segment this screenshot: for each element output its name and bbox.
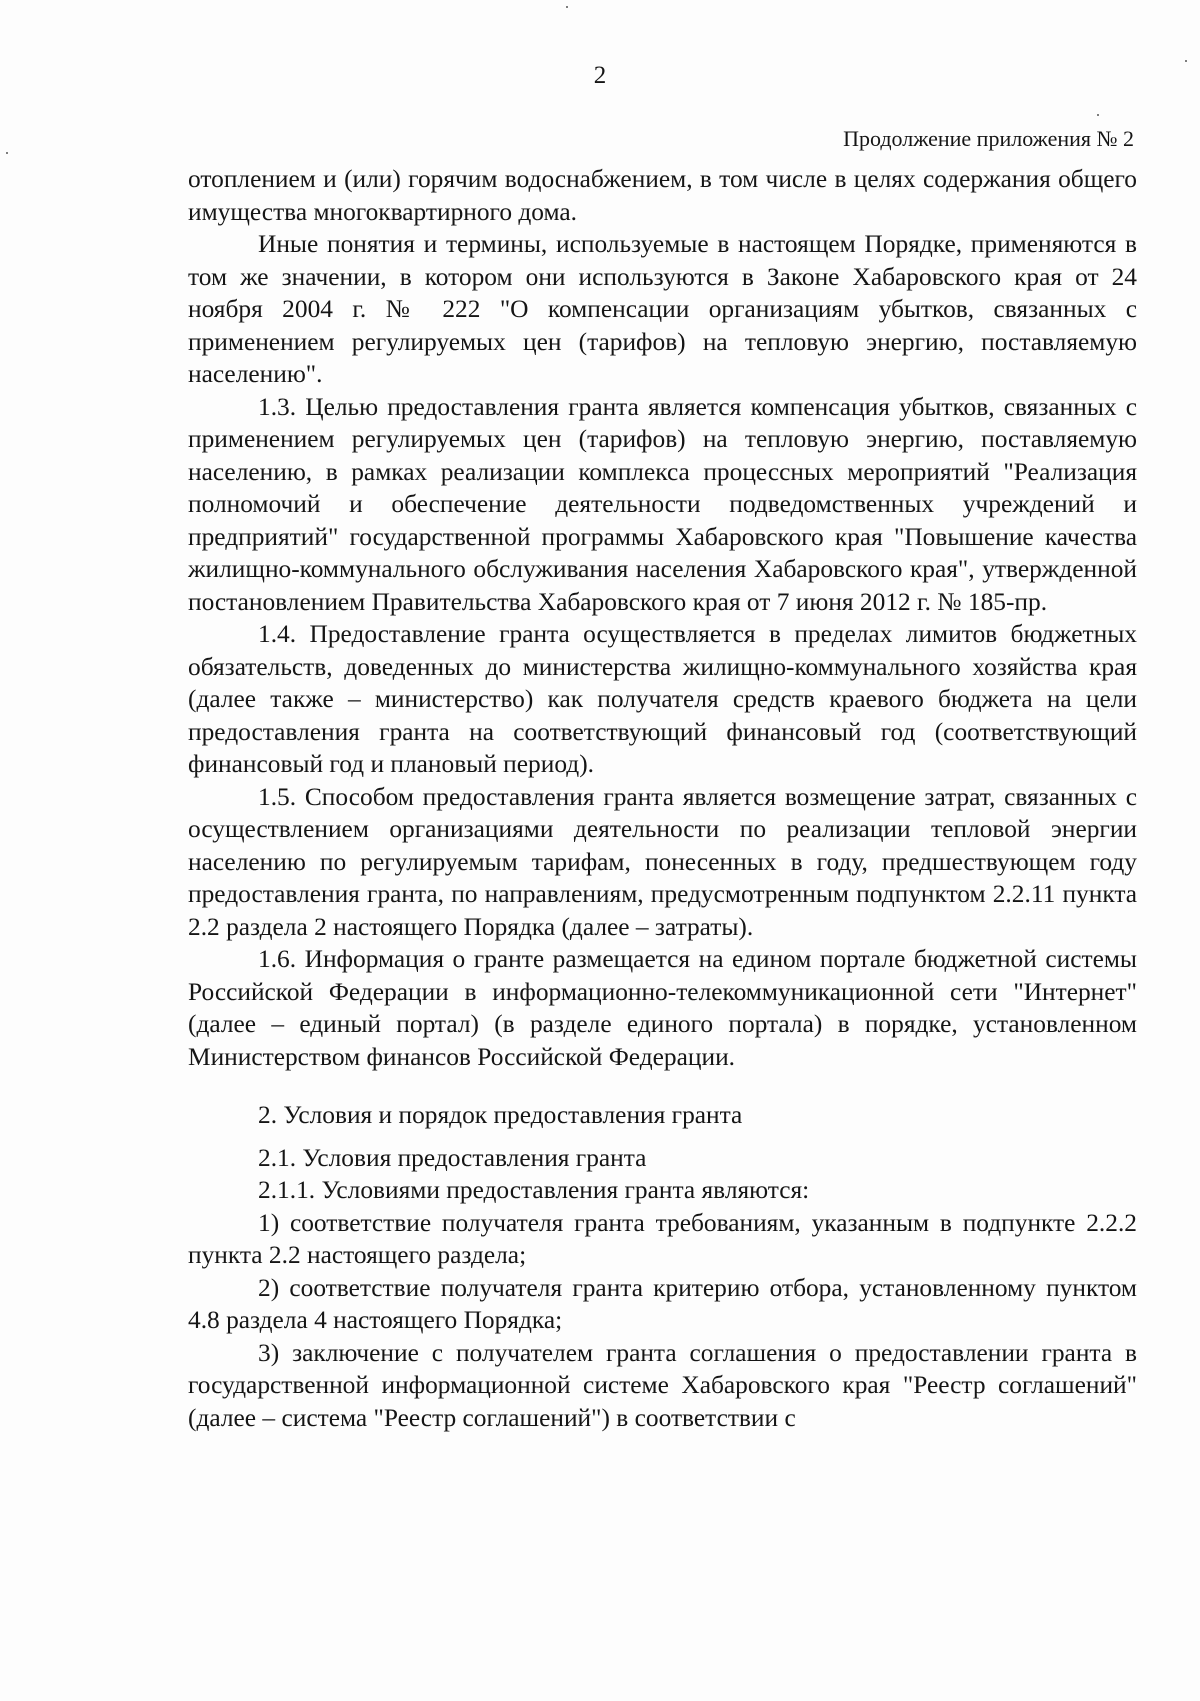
section-2-heading: 2. Условия и порядок предоставления гранта [258,1101,743,1129]
document-body [188,163,1137,1434]
list-item-1: 1) соответствие получателя гранта требованиям, указанным в подпункте 2.2.2 пункта 2.2 настоящего раздела; [188,1208,1137,1269]
scan-speck [566,6,568,8]
paragraph-1-3: 1.3. Целью предоставления гранта является компенсация убытков, связанных с применением регулируемых цен (тарифов) на тепловую энергию, поставляемую населению, в рамках реализации комплекса процессных мероприятий "Реализация полномочий и обеспечение деятельности подведомственных учреждений и предприятий" государственной программы Хабаровского края "Повышение качества жилищно-коммунального обслуживания населения Хабаровского края", утвержденной постановлением Правительства Хабаровского края от 7 июня 2012 г. № 185-пр. [188,392,1137,616]
paragraph-intro: отоплением и (или) горячим водоснабжением, в том числе в целях содержания общего имущества многоквартирного дома. [188,165,1137,226]
paragraph-1-4: 1.4. Предоставление гранта осуществляется в пределах лимитов бюджетных обязательств, доведенных до министерства жилищно-коммунального хозяйства края (далее также – министерство) как получателя средств краевого бюджета на цели предоставления гранта на соответствующий финансовый год (соответствующий финансовый год и плановый период). [188,620,1137,778]
paragraph-terms: Иные понятия и термины, используемые в настоящем Порядке, применяются в том же значении, в котором они используются в Законе Хабаровского края от 24 ноября 2004 г. № 222 "О компенсации организациям убытков, связанных с применением регулируемых цен (тарифов) на тепловую энергию, поставляемую населению". [188,230,1137,388]
paragraph-2-1-1: 2.1.1. Условиями предоставления гранта являются: [258,1176,810,1204]
appendix-continuation-note: Продолжение приложения № 2 [843,126,1134,151]
page-number: 2 [593,62,607,89]
subsection-2-1-heading: 2.1. Условия предоставления гранта [258,1143,647,1172]
scan-speck [1185,60,1187,62]
scan-speck [6,152,8,154]
scan-speck [1097,114,1099,116]
list-item-2: 2) соответствие получателя гранта критерию отбора, установленному пунктом 4.8 раздела 4 настоящего Порядка; [188,1273,1137,1334]
paragraph-1-6: 1.6. Информация о гранте размещается на едином портале бюджетной системы Российской Федерации в информационно-телекоммуникационной сети "Интернет" (далее – единый портал) (в разделе единого портала) в порядке, установленном Министерством финансов Российской Федерации. [188,945,1137,1071]
paragraph-1-5: 1.5. Способом предоставления гранта является возмещение затрат, связанных с осуществлением организациями деятельности по реализации тепловой энергии населению по регулируемым тарифам, понесенных в году, предшествующем году предоставления гранта, по направлениям, предусмотренным подпунктом 2.2.11 пункта 2.2 раздела 2 настоящего Порядка (далее – затраты). [188,782,1137,941]
list-item-3: 3) заключение с получателем гранта соглашения о предоставлении гранта в государственной информационной системе Хабаровского края "Реестр соглашений" (далее – система "Реестр соглашений") в соответствии с [188,1338,1137,1432]
